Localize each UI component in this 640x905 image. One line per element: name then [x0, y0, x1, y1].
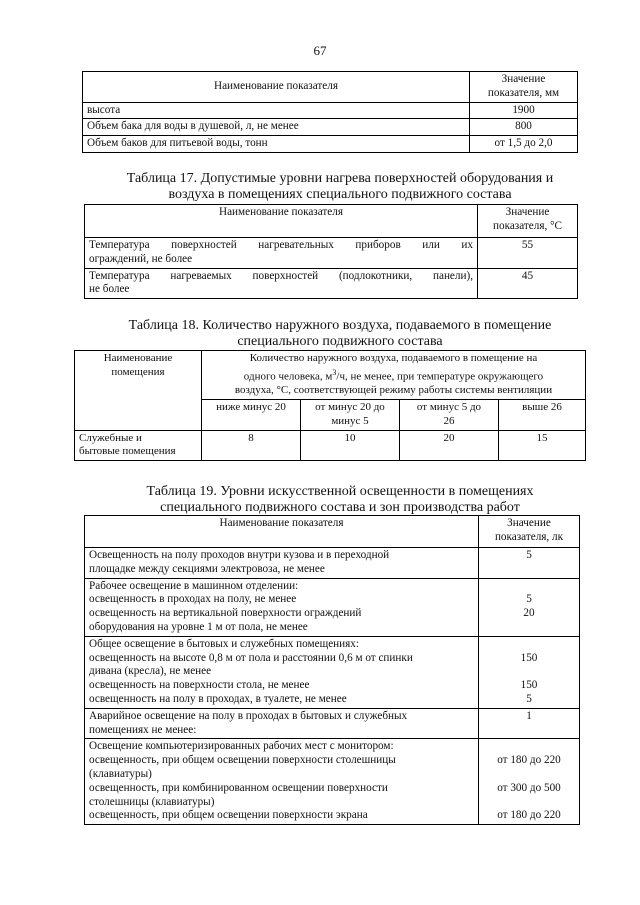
row-name [75, 430, 202, 461]
row-value [479, 548, 580, 579]
row-value: от 1,5 до 2,0 [470, 136, 578, 153]
row-name-line: Общее освещение в бытовых и служебных помещениях: [89, 637, 359, 650]
row-value-line: 150 [520, 651, 538, 664]
title-line: Таблица 19. Уровни искусственной освещенности в помещениях [146, 484, 534, 499]
row-name-line: помещениях не менее: [89, 723, 197, 736]
row-name: высота [83, 102, 470, 119]
row-value: 10 [301, 430, 400, 461]
row-value: 800 [470, 119, 578, 136]
header-value-line: Значение [507, 517, 551, 529]
row-name-line: Служебные и [79, 431, 142, 444]
table-row [85, 636, 580, 708]
table18 [74, 350, 586, 461]
header-value-line: Значение [505, 206, 550, 218]
title-line: Таблица 17. Допустимые уровни нагрева поверхностей оборудования и [126, 171, 554, 186]
header-value [479, 516, 580, 548]
row-value-line: 20 [523, 607, 535, 620]
header-name: Наименование показателя [85, 205, 478, 238]
row-name-line: дивана (кресла), не менее [89, 665, 212, 678]
title-line: воздуха в помещениях специального подвижного состава [168, 187, 512, 202]
row-value-line: от 180 до 220 [497, 809, 561, 822]
row-name: Объем баков для питьевой воды, тонн [83, 136, 470, 153]
row-name [85, 578, 479, 636]
table-header-row [85, 205, 578, 238]
row-value: 1900 [470, 102, 578, 119]
header-text: /ч, не менее, при температуре окружающего [336, 370, 544, 383]
row-name [85, 238, 478, 269]
room-header [75, 351, 202, 431]
range-line: от минус 20 до [315, 401, 385, 414]
table-header-row [83, 72, 578, 103]
table-row [85, 268, 578, 299]
row-name-line: Освещенность на полу проходов внутри кузова и в переходной [89, 549, 390, 561]
row-name-line: Рабочее освещение в машинном отделении: [89, 579, 299, 592]
row-name-line: Аварийное освещение на полу в проходах в бытовых и служебных [89, 709, 408, 722]
row-value: 8 [202, 430, 301, 461]
range-cell [301, 400, 400, 431]
row-name-line: освещенность, при комбинированном освещении поверхности [89, 781, 388, 794]
row-value-line: 5 [526, 692, 532, 705]
page-number: 67 [313, 43, 327, 58]
row-name-line: не более [89, 283, 130, 296]
row-name-line: Температура нагреваемых поверхностей (подлокотники, панели), [89, 269, 473, 282]
row-name-line: освещенность в проходах на полу, не менее [89, 593, 297, 606]
row-value [479, 739, 580, 825]
range-line: выше 26 [522, 401, 562, 414]
row-name-line: столешницы (клавиатуры) [89, 795, 215, 808]
header-name: Наименование показателя [83, 72, 470, 103]
table17 [84, 204, 578, 299]
row-value: 20 [400, 430, 499, 461]
row-name-line: бытовые помещения [79, 445, 176, 458]
row-value [479, 636, 580, 708]
table-row [85, 238, 578, 269]
range-cell [400, 400, 499, 431]
table-row [83, 119, 578, 136]
header-text: одного человека, м [243, 370, 333, 383]
row-name-line: оборудования на уровне 1 м от пола, не менее [89, 620, 308, 633]
row-value-line: 150 [520, 679, 538, 692]
table-row [83, 102, 578, 119]
table-row [85, 578, 580, 636]
table-header-row [85, 516, 580, 548]
table-row [85, 708, 580, 739]
title-line: Таблица 18. Количество наружного воздуха, подаваемого в помещение [128, 318, 552, 333]
row-value [479, 708, 580, 739]
row-name-line: Температура поверхностей нагревательных приборов или их [89, 239, 473, 251]
table-row [75, 430, 586, 461]
header-name: Наименование показателя [85, 516, 479, 548]
row-name-line: (клавиатуры) [89, 767, 152, 780]
table-row [85, 739, 580, 825]
row-value-line: 5 [526, 593, 532, 606]
row-value: 45 [478, 268, 578, 299]
title-line: специального подвижного состава [237, 334, 443, 349]
row-value-line: от 180 до 220 [497, 754, 561, 767]
header-line [206, 366, 581, 384]
table18-title [60, 318, 620, 350]
superscript: 3 [332, 367, 337, 377]
header-value-line: показателя, мм [487, 86, 560, 99]
table-row [85, 548, 580, 579]
range-cell [202, 400, 301, 431]
row-name-line: освещенность на высоте 0,8 м от пола и расстоянии 0,6 м от спинки [89, 651, 413, 664]
row-name-line: освещенность на вертикальной поверхности ограждений [89, 607, 362, 620]
title-line: специального подвижного состава и зон производства работ [160, 500, 520, 515]
range-line: ниже минус 20 [216, 401, 286, 414]
range-cell [499, 400, 586, 431]
table-header-row [75, 351, 586, 400]
row-value-line: 1 [526, 709, 532, 722]
row-name-line: Освещение компьютеризированных рабочих мест с монитором: [89, 740, 394, 753]
header-value-line: показателя, °С [492, 219, 563, 232]
row-name-line: освещенность, при общем освещении поверхности экрана [89, 809, 368, 822]
table17-title [60, 171, 620, 203]
row-value-line: 5 [526, 549, 532, 561]
row-value-line: от 300 до 500 [497, 781, 561, 794]
range-line: 26 [443, 414, 455, 427]
table-row [83, 136, 578, 153]
row-name-line: ограждений, не более [89, 252, 193, 265]
table-continuation [82, 71, 578, 153]
row-name-line: площадке между секциями электровоза, не менее [89, 562, 325, 575]
header-line: Количество наружного воздуха, подаваемого в помещение на [249, 352, 538, 364]
range-line: минус 5 [331, 414, 369, 427]
row-name-line: освещенность на поверхности стола, не менее [89, 679, 310, 692]
row-name [85, 739, 479, 825]
header-value-line: Значение [501, 73, 546, 85]
header-line: Наименование [103, 352, 173, 364]
header-line: воздуха, °С, соответствующей режиму работы системы вентиляции [234, 384, 553, 397]
header-value [478, 205, 578, 238]
qty-header [202, 351, 586, 400]
row-value: 55 [478, 238, 578, 269]
row-name-line: освещенность на полу в проходах, в туалете, не менее [89, 692, 347, 705]
table19 [84, 515, 580, 825]
row-name: Объем бака для воды в душевой, л, не менее [83, 119, 470, 136]
row-name-line: освещенность, при общем освещении поверхности столешницы [89, 754, 396, 767]
row-value [479, 578, 580, 636]
row-name [85, 636, 479, 708]
header-value [470, 72, 578, 103]
row-name [85, 548, 479, 579]
row-name [85, 708, 479, 739]
row-name [85, 268, 478, 299]
row-value: 15 [499, 430, 586, 461]
header-line: помещения [111, 365, 165, 378]
header-value-line: показателя, лк [494, 530, 564, 543]
table19-title [60, 484, 620, 516]
range-line: от минус 5 до [416, 401, 482, 414]
